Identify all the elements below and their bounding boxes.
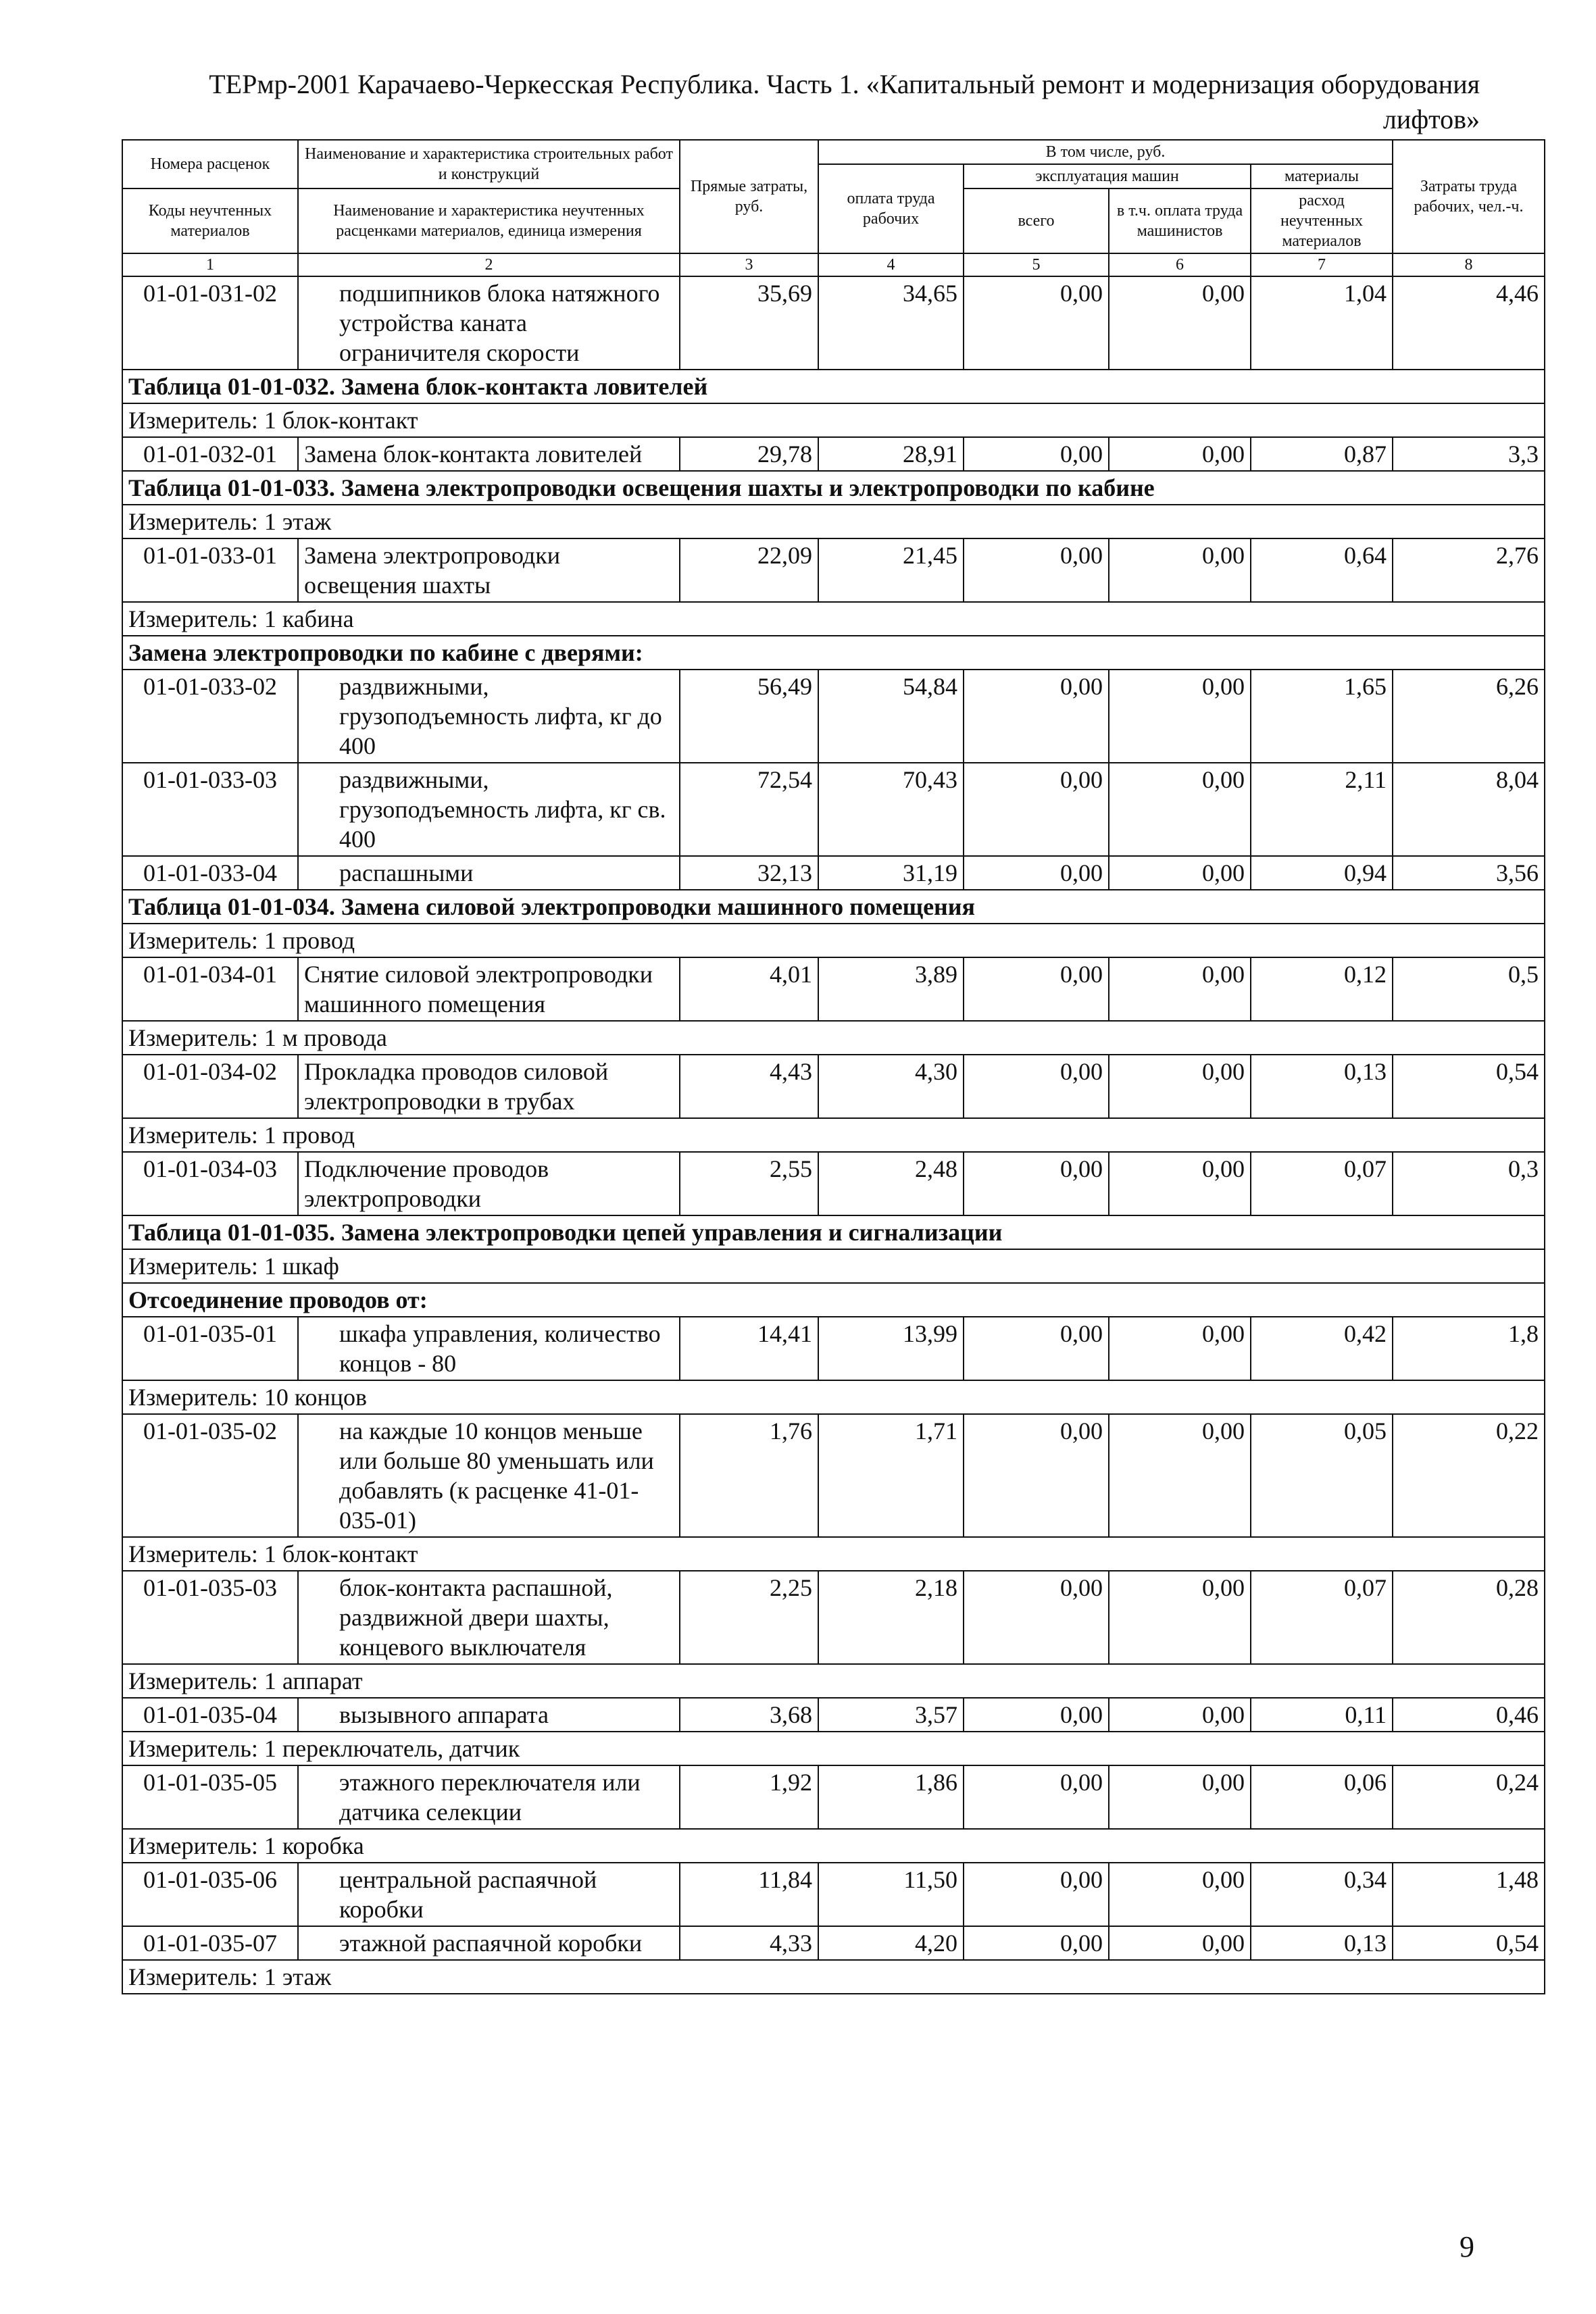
operator-wages-value: 0,00 — [1109, 1765, 1251, 1829]
labor-hours-value: 1,8 — [1393, 1317, 1545, 1380]
unit-row — [122, 602, 1545, 636]
page-header-line-2: лифтов» — [1382, 104, 1480, 134]
rate-row — [122, 763, 1545, 856]
rate-code: 01-01-035-01 — [122, 1317, 298, 1380]
rate-row — [122, 1055, 1545, 1118]
rate-row — [122, 437, 1545, 471]
machines-total-value: 0,00 — [964, 1698, 1109, 1732]
wages-value: 54,84 — [818, 670, 964, 763]
work-name: Прокладка проводов силовой электропроводки в трубах — [298, 1055, 680, 1118]
machines-total-value: 0,00 — [964, 670, 1109, 763]
material-usage-value: 0,13 — [1251, 1055, 1393, 1118]
labor-hours-value: 6,26 — [1393, 670, 1545, 763]
operator-wages-value: 0,00 — [1109, 276, 1251, 370]
unit-row — [122, 1249, 1545, 1283]
machines-total-value: 0,00 — [964, 856, 1109, 890]
rate-row — [122, 538, 1545, 602]
col-index: 7 — [1251, 253, 1393, 276]
work-name: Замена электропроводки освещения шахты — [298, 538, 680, 602]
rates-table — [122, 139, 1545, 1994]
wages-value: 70,43 — [818, 763, 964, 856]
material-usage-value: 0,34 — [1251, 1863, 1393, 1926]
rate-code: 01-01-032-01 — [122, 437, 298, 471]
labor-hours-value: 0,54 — [1393, 1055, 1545, 1118]
rate-row — [122, 856, 1545, 890]
unit-row — [122, 1732, 1545, 1765]
direct-costs-value: 1,92 — [680, 1765, 818, 1829]
machines-total-value: 0,00 — [964, 538, 1109, 602]
operator-wages-value: 0,00 — [1109, 1571, 1251, 1664]
direct-costs-value: 29,78 — [680, 437, 818, 471]
col-index: 1 — [122, 253, 298, 276]
work-name: раздвижными, грузоподъемность лифта, кг св. 400 — [298, 763, 680, 856]
labor-hours-value: 2,76 — [1393, 538, 1545, 602]
unit-of-measure: Измеритель: 10 концов — [122, 1380, 1545, 1414]
col-index: 4 — [818, 253, 964, 276]
material-usage-value: 1,65 — [1251, 670, 1393, 763]
direct-costs-value: 11,84 — [680, 1863, 818, 1926]
subheading-row — [122, 636, 1545, 670]
machines-total-value: 0,00 — [964, 1152, 1109, 1215]
work-name: центральной распаячной коробки — [298, 1863, 680, 1926]
rate-code: 01-01-035-03 — [122, 1571, 298, 1664]
col-header-direct-costs: Прямые затраты, руб. — [680, 140, 818, 253]
work-name: этажной распаячной коробки — [298, 1926, 680, 1960]
labor-hours-value: 0,5 — [1393, 957, 1545, 1021]
wages-value: 11,50 — [818, 1863, 964, 1926]
operator-wages-value: 0,00 — [1109, 1414, 1251, 1537]
wages-value: 28,91 — [818, 437, 964, 471]
direct-costs-value: 72,54 — [680, 763, 818, 856]
col-header-material-codes: Коды неучтенных материалов — [122, 188, 298, 253]
labor-hours-value: 0,22 — [1393, 1414, 1545, 1537]
operator-wages-value: 0,00 — [1109, 437, 1251, 471]
header-row-1 — [122, 140, 1545, 164]
col-header-materials: материалы — [1251, 164, 1393, 188]
operator-wages-value: 0,00 — [1109, 1317, 1251, 1380]
col-index: 5 — [964, 253, 1109, 276]
unit-row — [122, 1380, 1545, 1414]
unit-of-measure: Измеритель: 1 переключатель, датчик — [122, 1732, 1545, 1765]
machines-total-value: 0,00 — [964, 1317, 1109, 1380]
unit-of-measure: Измеритель: 1 кабина — [122, 602, 1545, 636]
col-index: 2 — [298, 253, 680, 276]
unit-row — [122, 1021, 1545, 1055]
col-header-machines-total: всего — [964, 188, 1109, 253]
labor-hours-value: 8,04 — [1393, 763, 1545, 856]
unit-of-measure: Измеритель: 1 блок-контакт — [122, 403, 1545, 437]
direct-costs-value: 32,13 — [680, 856, 818, 890]
table-title: Таблица 01-01-032. Замена блок-контакта ловителей — [122, 370, 1545, 403]
direct-costs-value: 2,25 — [680, 1571, 818, 1664]
rate-row — [122, 670, 1545, 763]
rate-row — [122, 957, 1545, 1021]
material-usage-value: 0,05 — [1251, 1414, 1393, 1537]
subheading: Замена электропроводки по кабине с дверями: — [122, 636, 1545, 670]
material-usage-value: 0,06 — [1251, 1765, 1393, 1829]
labor-hours-value: 3,3 — [1393, 437, 1545, 471]
page-number: 9 — [1460, 2230, 1474, 2263]
machines-total-value: 0,00 — [964, 1055, 1109, 1118]
rate-code: 01-01-033-04 — [122, 856, 298, 890]
unit-row — [122, 1829, 1545, 1863]
wages-value: 3,57 — [818, 1698, 964, 1732]
unit-of-measure: Измеритель: 1 аппарат — [122, 1664, 1545, 1698]
rate-code: 01-01-033-01 — [122, 538, 298, 602]
labor-hours-value: 0,24 — [1393, 1765, 1545, 1829]
rate-code: 01-01-034-02 — [122, 1055, 298, 1118]
material-usage-value: 1,04 — [1251, 276, 1393, 370]
machines-total-value: 0,00 — [964, 1926, 1109, 1960]
wages-value: 2,48 — [818, 1152, 964, 1215]
material-usage-value: 0,94 — [1251, 856, 1393, 890]
rate-row — [122, 276, 1545, 370]
unit-row — [122, 1118, 1545, 1152]
col-header-operator-wages: в т.ч. оплата труда машинистов — [1109, 188, 1251, 253]
unit-row — [122, 403, 1545, 437]
rate-row — [122, 1152, 1545, 1215]
col-header-material-names: Наименование и характеристика неучтенных расценками материалов, единица измерения — [298, 188, 680, 253]
rate-code: 01-01-035-06 — [122, 1863, 298, 1926]
table-title-row — [122, 370, 1545, 403]
table-title: Таблица 01-01-033. Замена электропроводки освещения шахты и электропроводки по кабине — [122, 471, 1545, 505]
rate-code: 01-01-034-03 — [122, 1152, 298, 1215]
operator-wages-value: 0,00 — [1109, 670, 1251, 763]
work-name: на каждые 10 концов меньше или больше 80 уменьшать или добавлять (к расценке 41-01-035-01) — [298, 1414, 680, 1537]
unit-of-measure: Измеритель: 1 шкаф — [122, 1249, 1545, 1283]
machines-total-value: 0,00 — [964, 1414, 1109, 1537]
operator-wages-value: 0,00 — [1109, 1698, 1251, 1732]
table-title: Таблица 01-01-034. Замена силовой электропроводки машинного помещения — [122, 890, 1545, 924]
operator-wages-value: 0,00 — [1109, 538, 1251, 602]
table-title-row — [122, 1215, 1545, 1249]
wages-value: 1,71 — [818, 1414, 964, 1537]
rate-code: 01-01-034-01 — [122, 957, 298, 1021]
labor-hours-value: 0,3 — [1393, 1152, 1545, 1215]
operator-wages-value: 0,00 — [1109, 1863, 1251, 1926]
labor-hours-value: 4,46 — [1393, 276, 1545, 370]
unit-row — [122, 1664, 1545, 1698]
rate-code: 01-01-035-07 — [122, 1926, 298, 1960]
machines-total-value: 0,00 — [964, 957, 1109, 1021]
work-name: шкафа управления, количество концов - 80 — [298, 1317, 680, 1380]
work-name: блок-контакта распашной, раздвижной двери шахты, концевого выключателя — [298, 1571, 680, 1664]
rate-code: 01-01-031-02 — [122, 276, 298, 370]
direct-costs-value: 4,43 — [680, 1055, 818, 1118]
work-name: Замена блок-контакта ловителей — [298, 437, 680, 471]
direct-costs-value: 2,55 — [680, 1152, 818, 1215]
col-index: 8 — [1393, 253, 1545, 276]
col-header-wages: оплата труда рабочих — [818, 164, 964, 253]
rate-row — [122, 1571, 1545, 1664]
table-body — [122, 140, 1545, 1994]
col-header-machines: эксплуатация машин — [964, 164, 1251, 188]
wages-value: 1,86 — [818, 1765, 964, 1829]
labor-hours-value: 0,46 — [1393, 1698, 1545, 1732]
operator-wages-value: 0,00 — [1109, 957, 1251, 1021]
unit-row — [122, 1960, 1545, 1994]
direct-costs-value: 14,41 — [680, 1317, 818, 1380]
material-usage-value: 0,42 — [1251, 1317, 1393, 1380]
machines-total-value: 0,00 — [964, 276, 1109, 370]
unit-row — [122, 505, 1545, 538]
subheading: Отсоединение проводов от: — [122, 1283, 1545, 1317]
work-name: вызывного аппарата — [298, 1698, 680, 1732]
table-title-row — [122, 471, 1545, 505]
machines-total-value: 0,00 — [964, 763, 1109, 856]
material-usage-value: 0,87 — [1251, 437, 1393, 471]
wages-value: 21,45 — [818, 538, 964, 602]
labor-hours-value: 0,28 — [1393, 1571, 1545, 1664]
rate-row — [122, 1414, 1545, 1537]
material-usage-value: 0,12 — [1251, 957, 1393, 1021]
machines-total-value: 0,00 — [964, 437, 1109, 471]
rate-row — [122, 1765, 1545, 1829]
rate-code: 01-01-035-05 — [122, 1765, 298, 1829]
direct-costs-value: 4,33 — [680, 1926, 818, 1960]
rate-code: 01-01-035-04 — [122, 1698, 298, 1732]
operator-wages-value: 0,00 — [1109, 763, 1251, 856]
direct-costs-value: 1,76 — [680, 1414, 818, 1537]
rate-row — [122, 1698, 1545, 1732]
col-header-work-name: Наименование и характеристика строительных работ и конструкций — [298, 140, 680, 188]
page-header-line-1: ТЕРмр-2001 Карачаево-Черкесская Республика. Часть 1. «Капитальный ремонт и модернизация оборудования — [209, 69, 1480, 99]
machines-total-value: 0,00 — [964, 1571, 1109, 1664]
wages-value: 3,89 — [818, 957, 964, 1021]
unit-of-measure: Измеритель: 1 провод — [122, 924, 1545, 957]
labor-hours-value: 0,54 — [1393, 1926, 1545, 1960]
unit-of-measure: Измеритель: 1 этаж — [122, 1960, 1545, 1994]
work-name: Подключение проводов электропроводки — [298, 1152, 680, 1215]
material-usage-value: 2,11 — [1251, 763, 1393, 856]
table-title-row — [122, 890, 1545, 924]
material-usage-value: 0,07 — [1251, 1152, 1393, 1215]
unit-of-measure: Измеритель: 1 блок-контакт — [122, 1537, 1545, 1571]
operator-wages-value: 0,00 — [1109, 1926, 1251, 1960]
material-usage-value: 0,11 — [1251, 1698, 1393, 1732]
col-header-rate-number: Номера расценок — [122, 140, 298, 188]
table-title: Таблица 01-01-035. Замена электропроводки цепей управления и сигнализации — [122, 1215, 1545, 1249]
rate-code: 01-01-033-02 — [122, 670, 298, 763]
wages-value: 31,19 — [818, 856, 964, 890]
wages-value: 34,65 — [818, 276, 964, 370]
wages-value: 13,99 — [818, 1317, 964, 1380]
work-name: распашными — [298, 856, 680, 890]
rate-row — [122, 1863, 1545, 1926]
labor-hours-value: 3,56 — [1393, 856, 1545, 890]
machines-total-value: 0,00 — [964, 1863, 1109, 1926]
operator-wages-value: 0,00 — [1109, 1055, 1251, 1118]
material-usage-value: 0,13 — [1251, 1926, 1393, 1960]
material-usage-value: 0,64 — [1251, 538, 1393, 602]
operator-wages-value: 0,00 — [1109, 856, 1251, 890]
unit-of-measure: Измеритель: 1 этаж — [122, 505, 1545, 538]
rate-row — [122, 1926, 1545, 1960]
col-index: 3 — [680, 253, 818, 276]
col-index: 6 — [1109, 253, 1251, 276]
direct-costs-value: 3,68 — [680, 1698, 818, 1732]
labor-hours-value: 1,48 — [1393, 1863, 1545, 1926]
unit-of-measure: Измеритель: 1 м провода — [122, 1021, 1545, 1055]
direct-costs-value: 22,09 — [680, 538, 818, 602]
col-header-material-usage: расход неучтенных материалов — [1251, 188, 1393, 253]
direct-costs-value: 35,69 — [680, 276, 818, 370]
unit-row — [122, 924, 1545, 957]
unit-of-measure: Измеритель: 1 провод — [122, 1118, 1545, 1152]
rate-code: 01-01-033-03 — [122, 763, 298, 856]
material-usage-value: 0,07 — [1251, 1571, 1393, 1664]
wages-value: 4,20 — [818, 1926, 964, 1960]
work-name: Снятие силовой электропроводки машинного помещения — [298, 957, 680, 1021]
column-index-row — [122, 253, 1545, 276]
unit-of-measure: Измеритель: 1 коробка — [122, 1829, 1545, 1863]
operator-wages-value: 0,00 — [1109, 1152, 1251, 1215]
rate-row — [122, 1317, 1545, 1380]
direct-costs-value: 4,01 — [680, 957, 818, 1021]
wages-value: 4,30 — [818, 1055, 964, 1118]
wages-value: 2,18 — [818, 1571, 964, 1664]
col-header-group: В том числе, руб. — [818, 140, 1393, 164]
rate-code: 01-01-035-02 — [122, 1414, 298, 1537]
direct-costs-value: 56,49 — [680, 670, 818, 763]
work-name: этажного переключателя или датчика селекции — [298, 1765, 680, 1829]
work-name: раздвижными, грузоподъемность лифта, кг до 400 — [298, 670, 680, 763]
col-header-labor-hours: Затраты труда рабочих, чел.-ч. — [1393, 140, 1545, 253]
work-name: подшипников блока натяжного устройства каната ограничителя скорости — [298, 276, 680, 370]
subheading-row — [122, 1283, 1545, 1317]
machines-total-value: 0,00 — [964, 1765, 1109, 1829]
unit-row — [122, 1537, 1545, 1571]
